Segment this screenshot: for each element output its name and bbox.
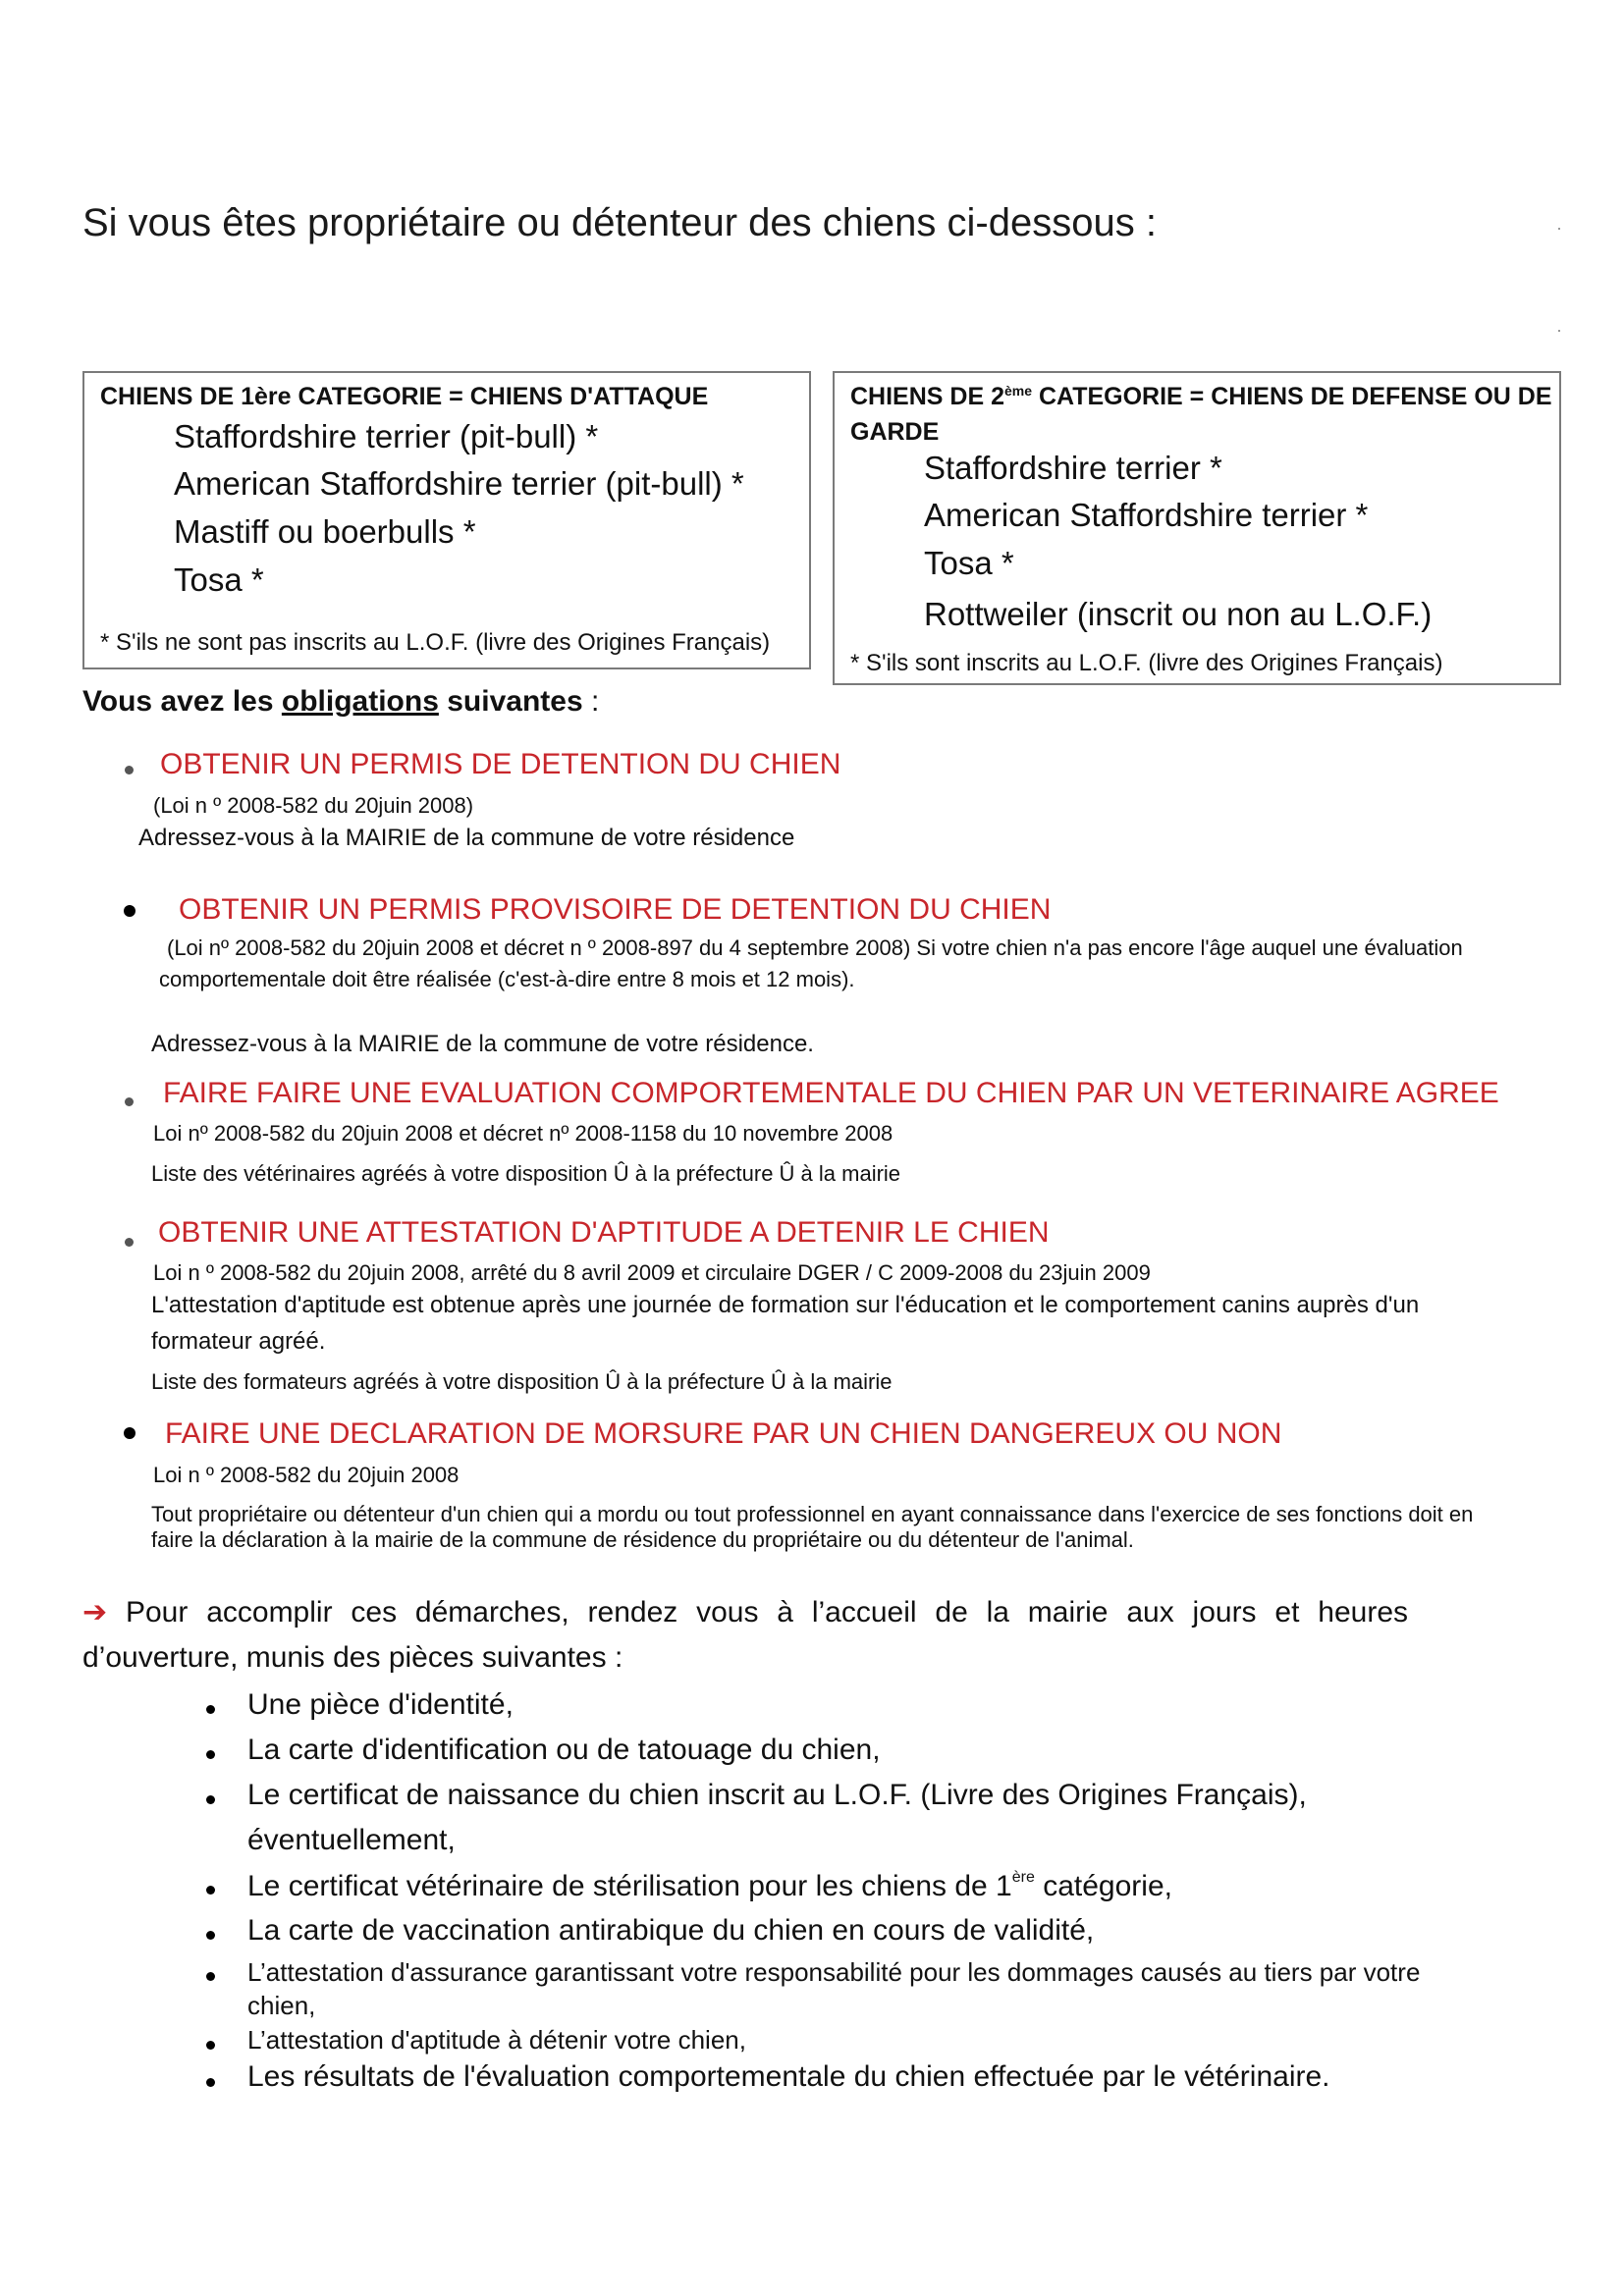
obligation-text: Liste des vétérinaires agréés à votre disposition Û à la préfecture Û à la mairie <box>151 1161 901 1186</box>
obligation-heading: OBTENIR UN PERMIS DE DETENTION DU CHIEN <box>160 748 841 780</box>
heading-text: CATEGORIE = CHIENS DE DEFENSE OU DE <box>1032 383 1552 410</box>
document-text: Le certificat de naissance du chien inscrit au L.O.F. (Livre des Origines Français), <box>247 1779 1307 1811</box>
obligation-text: Adressez-vous à la MAIRIE de la commune de votre résidence. <box>151 1031 814 1057</box>
document-item-continued: chien, <box>247 1991 316 2020</box>
obligations-heading <box>82 685 599 719</box>
breed-item: Rottweiler (inscrit ou non au L.O.F.) <box>924 596 1433 632</box>
breed-item: Tosa * <box>924 545 1014 581</box>
document-item <box>247 1779 1406 1812</box>
bullet-dot <box>125 1097 134 1106</box>
heading-text: CHIENS DE 2 <box>850 383 1004 410</box>
heading-text: GARDE <box>850 418 940 446</box>
obligation-text: formateur agréé. <box>151 1328 326 1355</box>
document-item: La carte d'identification ou de tatouage du chien, <box>247 1734 881 1766</box>
document-text: Le certificat vétérinaire de stérilisation pour les chiens de 1 <box>247 1870 1012 1902</box>
obligations-text: Vous avez les <box>82 685 282 718</box>
obligation-text: Liste des formateurs agréés à votre disposition Û à la préfecture Û à la mairie <box>151 1369 893 1394</box>
law-reference: comportementale doit être réalisée (c'est-à-dire entre 8 mois et 12 mois). <box>159 967 855 991</box>
law-reference: Loi n º 2008-582 du 20juin 2008, arrêté du 8 avril 2009 et circulaire DGER / C 2009-2008 du 23juin 2009 <box>153 1260 1151 1285</box>
document-item: L’attestation d'assurance garantissant votre responsabilité pour les dommages causés au tiers par votre <box>247 1957 1421 1987</box>
category-2-note: * S'ils sont inscrits au L.O.F. (livre des Origines Français) <box>850 650 1443 676</box>
document-item <box>247 1869 1172 1903</box>
obligation-heading: FAIRE UNE DECLARATION DE MORSURE PAR UN CHIEN DANGEREUX OU NON <box>165 1417 1282 1450</box>
bullet-dot <box>206 1795 215 1804</box>
bullet-dot <box>125 766 134 774</box>
bullet-dot <box>206 1705 215 1714</box>
obligations-text: suivantes <box>438 685 583 718</box>
obligation-heading: OBTENIR UNE ATTESTATION D'APTITUDE A DETENIR LE CHIEN <box>158 1216 1050 1249</box>
speck-mark <box>1558 228 1560 230</box>
document-item: L’attestation d'aptitude à détenir votre chien, <box>247 2025 746 2055</box>
obligation-text: Adressez-vous à la MAIRIE de la commune de votre résidence <box>138 825 795 851</box>
bullet-dot <box>206 1931 215 1940</box>
bullet-dot <box>125 1238 134 1247</box>
law-reference: Loi nº 2008-582 du 20juin 2008 et décret nº 2008-1158 du 10 novembre 2008 <box>153 1121 893 1146</box>
document-item-continued: éventuellement, <box>247 1824 456 1856</box>
obligations-underlined: obligations <box>281 685 439 718</box>
bullet-dot <box>124 905 135 917</box>
law-reference: (Loi nº 2008-582 du 20juin 2008 et décret n º 2008-897 du 4 septembre 2008) Si votre chien n'a pas encore l'âge auquel une évaluation <box>167 935 1463 960</box>
bullet-dot <box>206 1886 215 1895</box>
document-item: Une pièce d'identité, <box>247 1688 514 1721</box>
bullet-dot <box>206 1972 215 1981</box>
procedure-paragraph <box>82 1590 1408 1681</box>
category-1-note: * S'ils ne sont pas inscrits au L.O.F. (livre des Origines Français) <box>100 629 771 656</box>
obligation-heading: OBTENIR UN PERMIS PROVISOIRE DE DETENTION DU CHIEN <box>179 893 1052 926</box>
category-2-heading <box>850 373 1552 450</box>
law-reference: (Loi n º 2008-582 du 20juin 2008) <box>153 793 474 818</box>
bullet-dot <box>206 1750 215 1759</box>
breed-item: Staffordshire terrier * <box>924 450 1222 486</box>
obligation-heading: FAIRE FAIRE UNE EVALUATION COMPORTEMENTALE DU CHIEN PAR UN VETERINAIRE AGREE <box>163 1077 1499 1109</box>
obligation-text: L'attestation d'aptitude est obtenue après une journée de formation sur l'éducation et le comportement canins auprès d'un <box>151 1292 1420 1318</box>
bullet-dot <box>124 1427 135 1439</box>
page-title: Si vous êtes propriétaire ou détenteur des chiens ci-dessous : <box>82 201 1157 244</box>
document-superscript: ère <box>1011 1869 1035 1886</box>
obligations-colon: : <box>582 685 600 718</box>
bullet-dot <box>206 2078 215 2087</box>
category-1-box <box>82 371 811 669</box>
category-2-box <box>833 371 1561 685</box>
breed-item: Mastiff ou boerbulls * <box>174 513 476 550</box>
breed-item: American Staffordshire terrier (pit-bull) * <box>174 465 744 502</box>
bullet-dot <box>206 2041 215 2050</box>
procedure-text: Pour accomplir ces démarches, rendez vous à l’accueil de la mairie aux jours et heures d’ouverture, munis des pièces suivantes : <box>82 1596 1408 1674</box>
breed-item: Tosa * <box>174 561 264 598</box>
breed-item: American Staffordshire terrier * <box>924 497 1369 533</box>
obligation-text: Tout propriétaire ou détenteur d'un chien qui a mordu ou tout professionnel en ayant connaissance dans l'exercice de ses fonctions doit en <box>151 1502 1474 1526</box>
obligation-text: faire la déclaration à la mairie de la commune de résidence du propriétaire ou du détenteur de l'animal. <box>151 1527 1134 1552</box>
breed-item: Staffordshire terrier (pit-bull) * <box>174 418 599 454</box>
heading-superscript: ème <box>1003 383 1033 399</box>
category-1-heading: CHIENS DE 1ère CATEGORIE = CHIENS D'ATTAQUE <box>100 383 709 410</box>
law-reference: Loi n º 2008-582 du 20juin 2008 <box>153 1463 460 1487</box>
document-text: catégorie, <box>1034 1870 1172 1902</box>
speck-mark <box>1558 330 1560 332</box>
document-item: La carte de vaccination antirabique du chien en cours de validité, <box>247 1914 1095 1947</box>
document-item: Les résultats de l'évaluation comportementale du chien effectuée par le vétérinaire. <box>247 2060 1330 2093</box>
arrow-icon: ➔ <box>82 1596 108 1629</box>
